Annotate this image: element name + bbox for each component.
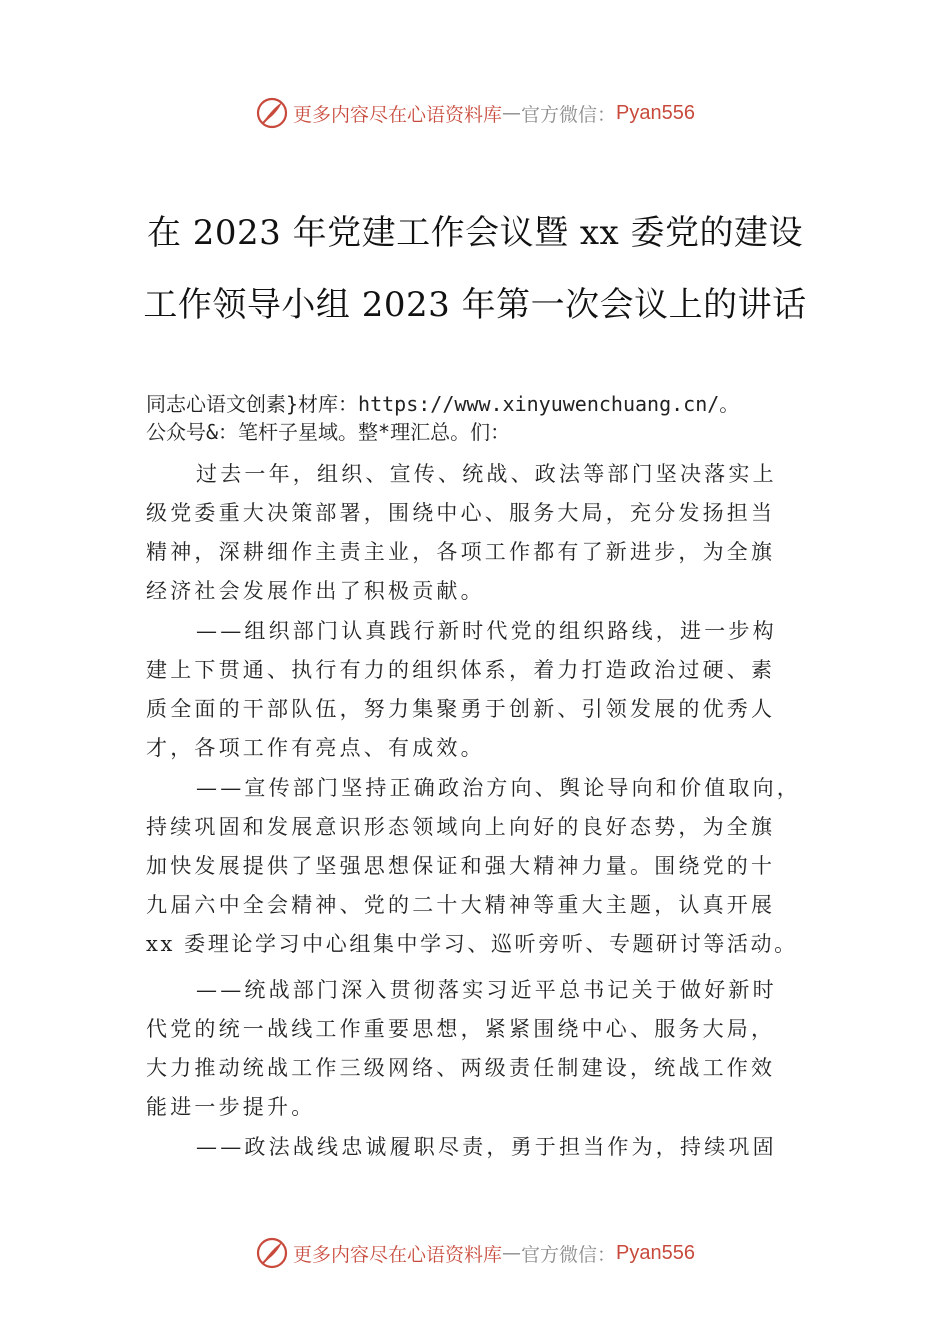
body-line: 质全面的干部队伍，努力集聚勇于创新、引领发展的优秀人 (146, 697, 776, 721)
body-line: ——政法战线忠诚履职尽责，勇于担当作为，持续巩固 (196, 1135, 777, 1159)
quill-logo-icon (255, 1236, 289, 1270)
body-line: 代党的统一战线工作重要思想，紧紧围绕中心、服务大局， (146, 1017, 776, 1041)
body-line: 建上下贯通、执行有力的组织体系，着力打造政治过硬、素 (146, 658, 776, 682)
body-line: 经济社会发展作出了积极贡献。 (146, 579, 485, 603)
banner-wechat-label: 官方微信： (521, 1243, 617, 1266)
footer-banner (0, 1233, 950, 1273)
banner-wechat-label: 官方微信： (521, 103, 617, 126)
body-line: ——统战部门深入贯彻落实习近平总书记关于做好新时 (196, 978, 777, 1002)
banner-wechat-id: Pyan556 (616, 1241, 695, 1264)
intro-line-1: 同志心语文创素}材库：https://www.xinyuwenchuang.cn/。 (146, 392, 740, 416)
body-line: 加快发展提供了坚强思想保证和强大精神力量。围绕党的十 (146, 854, 776, 878)
banner-wechat-id: Pyan556 (616, 101, 695, 124)
body-line: 能进一步提升。 (146, 1095, 316, 1119)
body-line: 精神，深耕细作主责主业，各项工作都有了新进步，为全旗 (146, 540, 776, 564)
document-title-line-2: 工作领导小组 2023 年第一次会议上的讲话 (143, 285, 807, 325)
quill-logo-icon (255, 96, 289, 130)
body-line: ——宣传部门坚持正确政治方向、舆论导向和价值取向， (196, 776, 801, 800)
body-line: 才，各项工作有亮点、有成效。 (146, 736, 485, 760)
banner-separator: — (502, 102, 522, 124)
banner-separator: — (502, 1242, 522, 1264)
document-title-line-1: 在 2023 年党建工作会议暨 xx 委党的建设 (146, 213, 804, 253)
intro-line-2: 公众号&：笔杆子星域。整*理汇总。们： (146, 420, 511, 444)
body-line: 九届六中全会精神、党的二十大精神等重大主题，认真开展 (146, 893, 776, 917)
header-banner (0, 93, 950, 133)
body-line: 过去一年，组织、宣传、统战、政法等部门坚决落实上 (196, 462, 777, 486)
body-line: xx 委理论学习中心组集中学习、巡听旁听、专题研讨等活动。 (146, 932, 798, 956)
banner-main-text: 更多内容尽在心语资料库 (293, 1243, 503, 1266)
body-line: ——组织部门认真践行新时代党的组织路线，进一步构 (196, 619, 777, 643)
banner-main-text: 更多内容尽在心语资料库 (293, 103, 503, 126)
body-line: 持续巩固和发展意识形态领域向上向好的良好态势，为全旗 (146, 815, 776, 839)
body-line: 级党委重大决策部署，围绕中心、服务大局，充分发扬担当 (146, 501, 776, 525)
body-line: 大力推动统战工作三级网络、两级责任制建设，统战工作效 (146, 1056, 776, 1080)
